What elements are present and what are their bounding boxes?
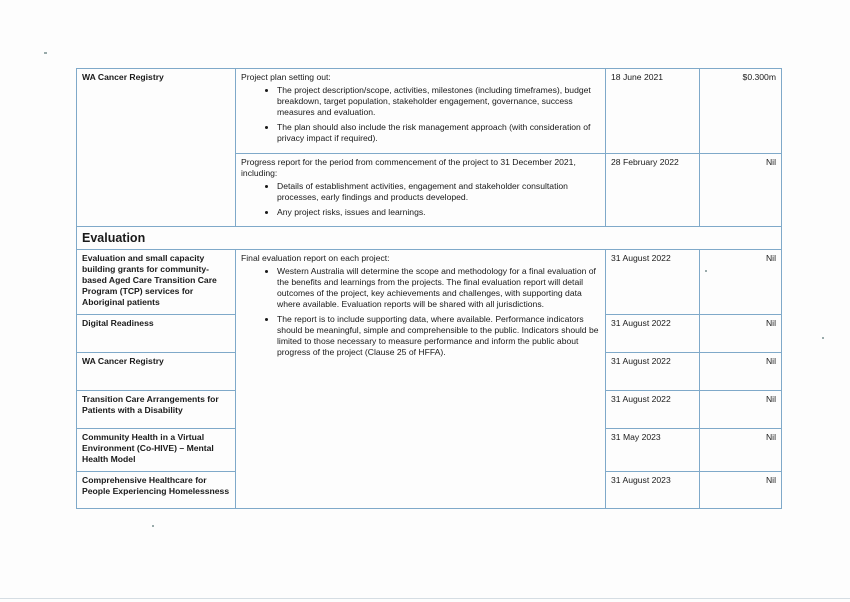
entity-cell: Comprehensive Healthcare for People Experiencing Homelessness [77, 472, 236, 509]
page-edge-rule [0, 598, 850, 599]
description-cell [236, 69, 606, 154]
scan-speck [44, 52, 47, 54]
section-heading-row [77, 227, 782, 250]
entity-cell: Digital Readiness [77, 315, 236, 353]
amount-cell: Nil [700, 315, 782, 353]
entity-name: WA Cancer Registry [82, 72, 164, 82]
list-item: • The project description/scope, activities, milestones (including timeframes), budget breakdown, target population, stakeholder engagement, governance, success measures and evaluation. [277, 85, 600, 118]
scan-speck [152, 525, 154, 527]
amount-cell: Nil [700, 391, 782, 429]
list-item: • The report is to include supporting data, where available. Performance indicators should be meaningful, simple and comprehensible to the public. Indicators should be limited to those necessary to measure performance and inform the public about progress of the project (Clause 25 of HFFA). [277, 314, 600, 358]
due-date-cell: 31 August 2022 [606, 250, 700, 315]
description-intro: Progress report for the period from commencement of the project to 31 December 2021, including: [241, 157, 576, 178]
list-item: • Any project risks, issues and learnings. [277, 207, 600, 218]
milestone-table [76, 68, 782, 509]
amount-cell: Nil [700, 154, 782, 227]
list-item: • The plan should also include the risk management approach (with consideration of privacy impact if required). [277, 122, 600, 144]
due-date-cell: 18 June 2021 [606, 69, 700, 154]
amount-cell: Nil [700, 250, 782, 315]
amount-cell: Nil [700, 353, 782, 391]
due-date-cell: 28 February 2022 [606, 154, 700, 227]
bullet-list [241, 181, 600, 218]
list-item: • Details of establishment activities, engagement and stakeholder consultation processes, early findings and products developed. [277, 181, 600, 203]
table-row [77, 69, 782, 154]
entity-cell: WA Cancer Registry [77, 353, 236, 391]
due-date-cell: 31 August 2022 [606, 315, 700, 353]
bullet-list [241, 266, 600, 358]
amount-cell: Nil [700, 472, 782, 509]
entity-cell: Transition Care Arrangements for Patients with a Disability [77, 391, 236, 429]
amount-cell: Nil [700, 429, 782, 472]
due-date-cell: 31 May 2023 [606, 429, 700, 472]
entity-cell: Evaluation and small capacity building grants for community-based Aged Care Transition Care Program (TCP) services for Aboriginal patients [77, 250, 236, 315]
amount-cell: $0.300m [700, 69, 782, 154]
description-cell [236, 154, 606, 227]
table-row [77, 250, 782, 315]
description-intro: Final evaluation report on each project: [241, 253, 390, 263]
list-item: • Western Australia will determine the scope and methodology for a final evaluation of the benefits and learnings from the projects. The final evaluation report will detail outcomes of the project, key achievements and challenges, with supporting data where available. Evaluation reports will be shared with all jurisdictions. [277, 266, 600, 310]
scan-speck [822, 337, 824, 339]
due-date-cell: 31 August 2022 [606, 391, 700, 429]
bullet-list [241, 85, 600, 144]
description-intro: Project plan setting out: [241, 72, 331, 82]
description-cell [236, 250, 606, 509]
due-date-cell: 31 August 2022 [606, 353, 700, 391]
entity-cell: Community Health in a Virtual Environment (Co-HIVE) – Mental Health Model [77, 429, 236, 472]
due-date-cell: 31 August 2023 [606, 472, 700, 509]
entity-cell [77, 69, 236, 227]
section-heading: Evaluation [77, 227, 782, 250]
